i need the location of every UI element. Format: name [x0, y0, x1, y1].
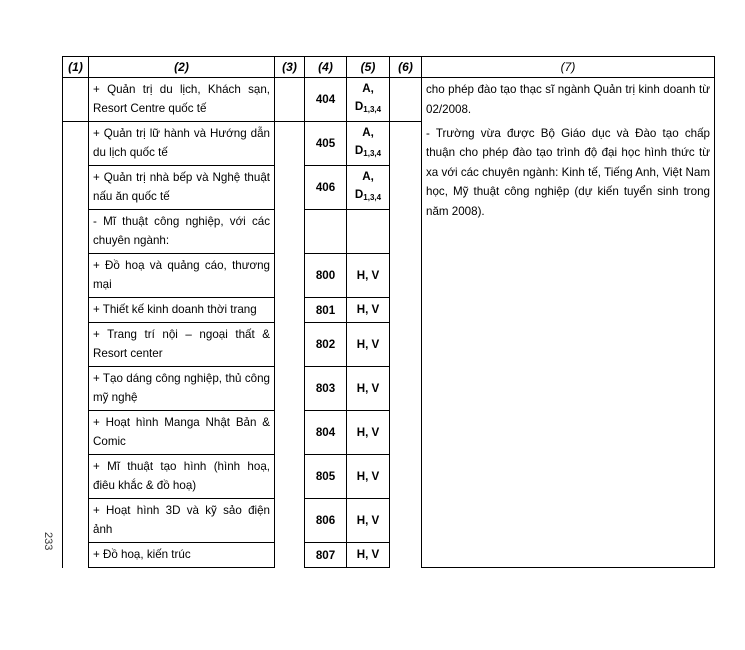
col3-cell	[275, 367, 305, 411]
program-name: + Hoạt hình 3D và kỹ sảo điện ảnh	[89, 499, 275, 543]
col1-cell	[63, 543, 89, 568]
exam-group	[347, 210, 390, 254]
program-code: 406	[305, 166, 347, 210]
col1-cell	[63, 166, 89, 210]
program-code: 803	[305, 367, 347, 411]
program-name: + Tạo dáng công nghiệp, thủ công mỹ nghệ	[89, 367, 275, 411]
col6-cell	[390, 210, 422, 254]
col6-cell	[390, 254, 422, 298]
col1-cell	[63, 499, 89, 543]
col6-cell	[390, 455, 422, 499]
exam-group: A, $D_{1,3,4}$	[347, 122, 390, 166]
col3-cell	[275, 166, 305, 210]
col6-cell	[390, 499, 422, 543]
col6-cell	[390, 166, 422, 210]
program-code: 800	[305, 254, 347, 298]
program-code: 804	[305, 411, 347, 455]
exam-group: H, V	[347, 323, 390, 367]
col3-cell	[275, 499, 305, 543]
col3-cell	[275, 210, 305, 254]
col3-cell	[275, 122, 305, 166]
header-row	[63, 57, 715, 78]
exam-group: H, V	[347, 298, 390, 323]
exam-group: A, $D_{1,3,4}$	[347, 166, 390, 210]
col3-cell	[275, 455, 305, 499]
col3-cell	[275, 78, 305, 122]
col3-cell	[275, 298, 305, 323]
program-name: + Trang trí nội – ngoại thất & Resort center	[89, 323, 275, 367]
program-name: + Mĩ thuật tạo hình (hình hoạ, điêu khắc & đồ hoạ)	[89, 455, 275, 499]
exam-group: A, $D_{1,3,4}$	[347, 78, 390, 122]
program-name: + Quản trị du lịch, Khách sạn, Resort Centre quốc tế	[89, 78, 275, 122]
col3-cell	[275, 254, 305, 298]
col-header-2: (2)	[89, 57, 275, 78]
col1-cell	[63, 210, 89, 254]
col6-cell	[390, 411, 422, 455]
program-name: + Quản trị lữ hành và Hướng dẫn du lịch quốc tế	[89, 122, 275, 166]
exam-group: H, V	[347, 499, 390, 543]
program-name: + Đồ hoạ, kiến trúc	[89, 543, 275, 568]
program-code: 805	[305, 455, 347, 499]
section-heading: - Mĩ thuật công nghiệp, với các chuyên ngành:	[89, 210, 275, 254]
program-code	[305, 210, 347, 254]
exam-group: H, V	[347, 367, 390, 411]
program-name: + Hoạt hình Manga Nhật Bản & Comic	[89, 411, 275, 455]
col6-cell	[390, 367, 422, 411]
col3-cell	[275, 411, 305, 455]
exam-group: H, V	[347, 254, 390, 298]
col-header-7: (7)	[422, 57, 715, 78]
col1-cell	[63, 367, 89, 411]
exam-group: H, V	[347, 411, 390, 455]
program-code: 801	[305, 298, 347, 323]
note-cell: - Trường vừa được Bộ Giáo dục và Đào tạo chấp thuận cho phép đào tạo trình độ đại học hình thức từ xa với các chuyên ngành: Kinh tế, Tiếng Anh, Việt Nam học, Mỹ thuật công nghiệp (dự kiến tuyển sinh trong năm 2008).	[422, 122, 715, 568]
table-row	[63, 78, 715, 122]
program-code: 405	[305, 122, 347, 166]
col1-cell	[63, 411, 89, 455]
col1-cell	[63, 298, 89, 323]
col6-cell	[390, 543, 422, 568]
program-code: 806	[305, 499, 347, 543]
col6-cell	[390, 298, 422, 323]
col1-cell	[63, 323, 89, 367]
note-cell-top: cho phép đào tạo thạc sĩ ngành Quản trị kinh doanh từ 02/2008.	[422, 78, 715, 122]
col6-cell	[390, 122, 422, 166]
col-header-6: (6)	[390, 57, 422, 78]
col6-cell	[390, 78, 422, 122]
col-header-5: (5)	[347, 57, 390, 78]
col3-cell	[275, 323, 305, 367]
col-header-4: (4)	[305, 57, 347, 78]
page-number: 233	[42, 531, 54, 551]
admissions-table	[62, 56, 715, 568]
col6-cell	[390, 323, 422, 367]
program-code: 802	[305, 323, 347, 367]
program-code: 404	[305, 78, 347, 122]
col1-cell	[63, 455, 89, 499]
col1-cell	[63, 254, 89, 298]
program-code: 807	[305, 543, 347, 568]
program-name: + Đồ hoạ và quảng cáo, thương mại	[89, 254, 275, 298]
exam-group: H, V	[347, 543, 390, 568]
exam-group: H, V	[347, 455, 390, 499]
program-name: + Thiết kế kinh doanh thời trang	[89, 298, 275, 323]
col-header-1: (1)	[63, 57, 89, 78]
col1-cell	[63, 78, 89, 122]
col1-cell	[63, 122, 89, 166]
program-name: + Quản trị nhà bếp và Nghệ thuật nấu ăn quốc tế	[89, 166, 275, 210]
col-header-3: (3)	[275, 57, 305, 78]
col3-cell	[275, 543, 305, 568]
table-row	[63, 122, 715, 166]
